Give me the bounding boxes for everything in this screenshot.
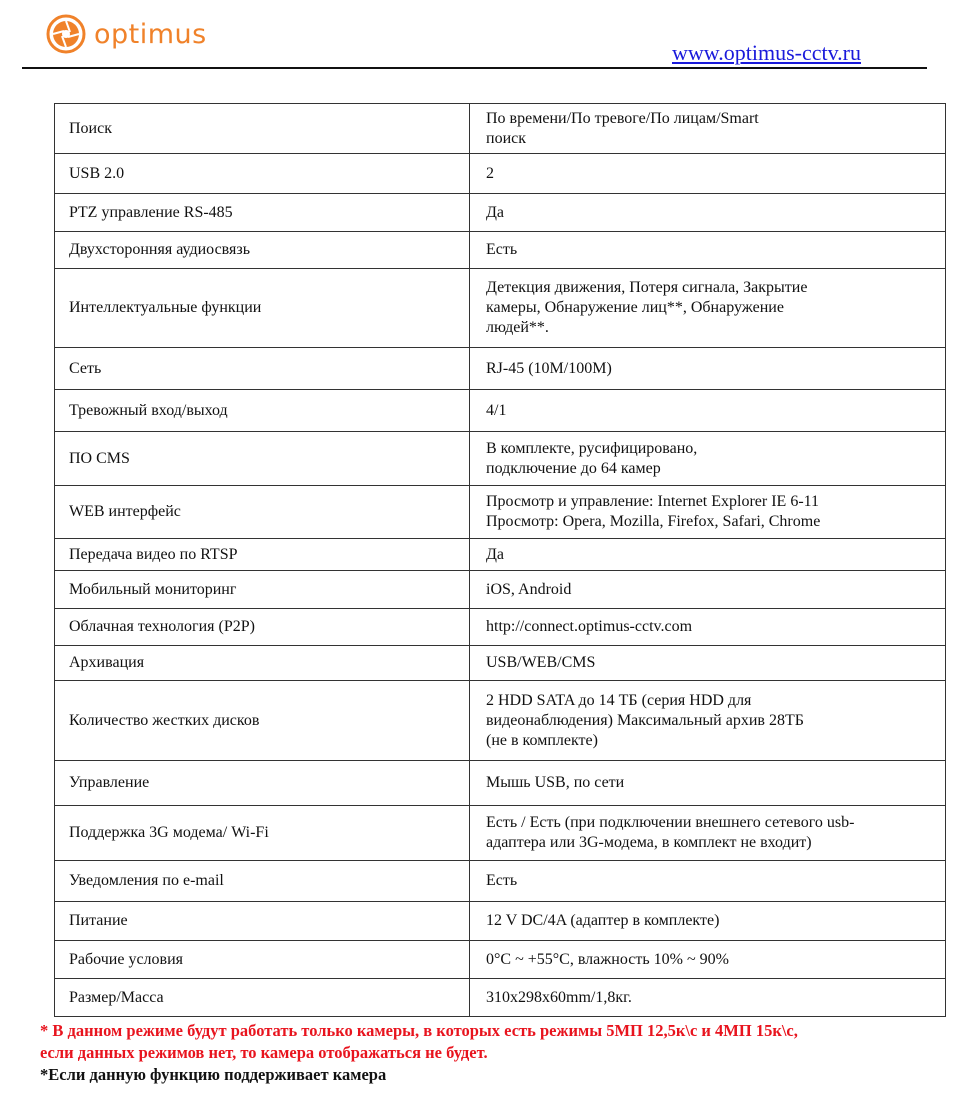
spec-value-line: По времени/По тревоге/По лицам/Smart [486,109,759,127]
spec-row [55,486,946,539]
spec-row [55,609,946,646]
website-link[interactable]: www.optimus-cctv.ru [672,40,861,65]
spec-key: Управление [55,761,470,806]
spec-row [55,194,946,232]
spec-value-line: поиск [486,129,526,147]
spec-value [470,232,946,269]
spec-value [470,609,946,646]
spec-value [470,348,946,390]
spec-value-line: iOS, Android [486,580,572,598]
spec-value-line: 4/1 [486,401,507,419]
spec-row [55,681,946,761]
spec-value-line: Мышь USB, по сети [486,774,625,791]
spec-table [54,103,946,1017]
spec-key: Архивация [55,646,470,681]
spec-key: Поддержка 3G модема/ Wi-Fi [55,806,470,861]
spec-value-line: Есть [486,241,518,258]
aperture-icon [46,14,86,54]
spec-key: Размер/Масса [55,979,470,1017]
spec-row [55,269,946,348]
spec-row [55,432,946,486]
spec-value [470,902,946,941]
spec-key: Тревожный вход/выход [55,390,470,432]
spec-value [470,941,946,979]
spec-value-line: 310x298x60mm/1,8кг. [486,988,632,1006]
spec-value [470,104,946,154]
spec-value-line: (не в комплекте) [486,731,598,749]
spec-row [55,902,946,941]
spec-value [470,761,946,806]
spec-row [55,232,946,269]
spec-row [55,539,946,571]
spec-row [55,104,946,154]
spec-row [55,861,946,902]
spec-key: Поиск [55,104,470,154]
spec-key: Сеть [55,348,470,390]
spec-value-line: людей**. [486,319,549,336]
spec-row [55,806,946,861]
spec-row [55,979,946,1017]
spec-value-line: адаптера или 3G-модема, в комплект не входит) [486,834,812,851]
spec-row [55,348,946,390]
spec-value [470,861,946,902]
spec-value-line: В комплекте, русифицировано, [486,439,698,457]
spec-row [55,941,946,979]
spec-key: Интеллектуальные функции [55,269,470,348]
footnote-red-line-1: * В данном режиме будут работать только камеры, в которых есть режимы 5МП 12,5к\с и 4МП 15к\с, [40,1021,798,1040]
spec-value-line: 2 [486,164,494,182]
brand-name: optimus [94,18,207,50]
spec-value [470,681,946,761]
spec-row [55,646,946,681]
spec-value-line: 12 V DC/4A (адаптер в комплекте) [486,912,720,929]
spec-value [470,486,946,539]
spec-key: Уведомления по e-mail [55,861,470,902]
spec-value [470,806,946,861]
spec-value [470,432,946,486]
spec-key: Питание [55,902,470,941]
spec-value [470,154,946,194]
spec-value [470,646,946,681]
spec-value-line: Да [486,203,505,221]
spec-key: USB 2.0 [55,154,470,194]
spec-value-line: подключение до 64 камер [486,459,661,477]
spec-key: Количество жестких дисков [55,681,470,761]
footnote-camera-support: *Если данную функцию поддерживает камера [40,1065,387,1084]
spec-value-line: видеонаблюдения) Максимальный архив 28ТБ [486,711,804,729]
spec-row [55,571,946,609]
spec-value-line: Просмотр: Opera, Mozilla, Firefox, Safari, Chrome [486,513,821,530]
spec-key: ПО CMS [55,432,470,486]
spec-value-line: RJ-45 (10M/100M) [486,359,612,377]
footnotes [40,1020,960,1086]
spec-key: Мобильный мониторинг [55,571,470,609]
spec-value [470,539,946,571]
spec-value-line: USB/WEB/CMS [486,654,596,671]
spec-value-line: 0°C ~ +55°C, влажность 10% ~ 90% [486,950,729,968]
spec-key: Рабочие условия [55,941,470,979]
spec-value-line: Да [486,545,505,563]
spec-value-line: Есть [486,872,518,889]
spec-value [470,390,946,432]
spec-value-line: 2 HDD SATA до 14 ТБ (серия HDD для [486,691,752,709]
spec-value-line: Детекция движения, Потеря сигнала, Закрытие [486,279,808,296]
spec-value [470,571,946,609]
spec-key: Двухсторонняя аудиосвязь [55,232,470,269]
spec-value-line: http://connect.optimus-cctv.com [486,618,693,635]
spec-value-line: Есть / Есть (при подключении внешнего сетевого usb- [486,814,855,831]
spec-value-line: камеры, Обнаружение лиц**, Обнаружение [486,299,784,316]
spec-row [55,761,946,806]
spec-value-line: Просмотр и управление: Internet Explorer IE 6-11 [486,493,820,510]
spec-value [470,194,946,232]
spec-key: Облачная технология (P2P) [55,609,470,646]
brand-logo [46,14,207,54]
spec-key: PTZ управление RS-485 [55,194,470,232]
spec-value [470,269,946,348]
spec-value [470,979,946,1017]
footnote-red-line-2: если данных режимов нет, то камера отображаться не будет. [40,1043,488,1062]
spec-row [55,390,946,432]
spec-key: WEB интерфейс [55,486,470,539]
header-divider [22,67,927,69]
spec-key: Передача видео по RTSP [55,539,470,571]
spec-row [55,154,946,194]
